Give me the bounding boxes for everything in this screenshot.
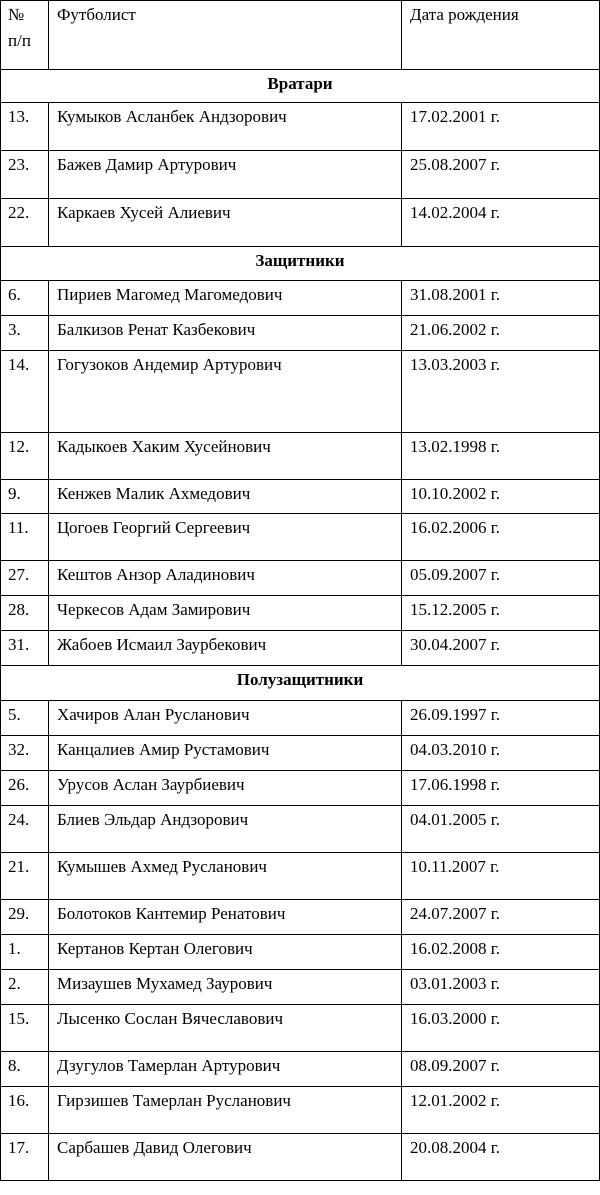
- row-name: Дзугулов Тамерлан Артурович: [49, 1052, 402, 1087]
- section-row: [1, 70, 600, 103]
- row-num: 1.: [1, 935, 49, 970]
- row-date: 13.02.1998 г.: [402, 433, 600, 480]
- row-num: 14.: [1, 351, 49, 433]
- row-num: 16.: [1, 1087, 49, 1134]
- row-date: 17.02.2001 г.: [402, 103, 600, 151]
- row-date: 05.09.2007 г.: [402, 561, 600, 596]
- row-date: 14.02.2004 г.: [402, 199, 600, 247]
- row-num: 28.: [1, 596, 49, 631]
- row-date: 16.02.2008 г.: [402, 935, 600, 970]
- table-row: [1, 281, 600, 316]
- header-num: [1, 1, 49, 70]
- row-date: 24.07.2007 г.: [402, 900, 600, 935]
- row-name: Кертанов Кертан Олегович: [49, 935, 402, 970]
- row-date: 03.01.2003 г.: [402, 970, 600, 1005]
- row-date: 25.08.2007 г.: [402, 151, 600, 199]
- header-row: [1, 1, 600, 70]
- row-date: 20.08.2004 г.: [402, 1134, 600, 1181]
- table-row: [1, 596, 600, 631]
- row-date: 26.09.1997 г.: [402, 701, 600, 736]
- row-name: Хачиров Алан Русланович: [49, 701, 402, 736]
- row-name: Кадыкоев Хаким Хусейнович: [49, 433, 402, 480]
- row-num: 26.: [1, 771, 49, 806]
- table-row: [1, 351, 600, 433]
- row-num: 32.: [1, 736, 49, 771]
- row-date: 04.03.2010 г.: [402, 736, 600, 771]
- table-row: [1, 561, 600, 596]
- row-date: 04.01.2005 г.: [402, 806, 600, 853]
- row-num: 5.: [1, 701, 49, 736]
- row-num: 21.: [1, 853, 49, 900]
- table-row: [1, 316, 600, 351]
- row-num: 11.: [1, 514, 49, 561]
- row-num: 27.: [1, 561, 49, 596]
- row-num: 15.: [1, 1005, 49, 1052]
- row-date: 12.01.2002 г.: [402, 1087, 600, 1134]
- table-row: [1, 701, 600, 736]
- row-date: 13.03.2003 г.: [402, 351, 600, 433]
- row-name: Цогоев Георгий Сергеевич: [49, 514, 402, 561]
- table-row: [1, 433, 600, 480]
- row-name: Пириев Магомед Магомедович: [49, 281, 402, 316]
- row-num: 2.: [1, 970, 49, 1005]
- row-name: Кештов Анзор Аладинович: [49, 561, 402, 596]
- section-title-midfielders: Полузащитники: [1, 666, 600, 701]
- header-num-bottom: п/п: [8, 31, 31, 50]
- header-birthdate: Дата рождения: [402, 1, 600, 70]
- table-row: [1, 970, 600, 1005]
- row-num: 3.: [1, 316, 49, 351]
- table-row: [1, 1134, 600, 1181]
- row-date: 21.06.2002 г.: [402, 316, 600, 351]
- row-name: Кумышев Ахмед Русланович: [49, 853, 402, 900]
- row-num: 31.: [1, 631, 49, 666]
- row-name: Гогузоков Андемир Артурович: [49, 351, 402, 433]
- row-name: Блиев Эльдар Андзорович: [49, 806, 402, 853]
- table-row: [1, 1005, 600, 1052]
- header-num-top: №: [8, 5, 25, 24]
- section-title-goalkeepers: Вратари: [1, 70, 600, 103]
- row-date: 10.10.2002 г.: [402, 480, 600, 514]
- table-row: [1, 935, 600, 970]
- row-name: Урусов Аслан Заурбиевич: [49, 771, 402, 806]
- row-name: Канцалиев Амир Рустамович: [49, 736, 402, 771]
- row-date: 15.12.2005 г.: [402, 596, 600, 631]
- row-num: 8.: [1, 1052, 49, 1087]
- row-num: 6.: [1, 281, 49, 316]
- row-name: Балкизов Ренат Казбекович: [49, 316, 402, 351]
- row-num: 9.: [1, 480, 49, 514]
- table-row: [1, 900, 600, 935]
- row-name: Каркаев Хусей Алиевич: [49, 199, 402, 247]
- table-row: [1, 853, 600, 900]
- table-row: [1, 514, 600, 561]
- table-row: [1, 103, 600, 151]
- row-date: 30.04.2007 г.: [402, 631, 600, 666]
- row-date: 08.09.2007 г.: [402, 1052, 600, 1087]
- table-row: [1, 736, 600, 771]
- header-player: Футболист: [49, 1, 402, 70]
- table-row: [1, 631, 600, 666]
- row-name: Кенжев Малик Ахмедович: [49, 480, 402, 514]
- row-date: 10.11.2007 г.: [402, 853, 600, 900]
- row-date: 16.02.2006 г.: [402, 514, 600, 561]
- row-name: Лысенко Сослан Вячеславович: [49, 1005, 402, 1052]
- row-date: 16.03.2000 г.: [402, 1005, 600, 1052]
- row-name: Жабоев Исмаил Заурбекович: [49, 631, 402, 666]
- section-row: [1, 247, 600, 281]
- section-row: [1, 666, 600, 701]
- row-num: 29.: [1, 900, 49, 935]
- row-name: Кумыков Асланбек Андзорович: [49, 103, 402, 151]
- table-row: [1, 151, 600, 199]
- row-name: Болотоков Кантемир Ренатович: [49, 900, 402, 935]
- row-name: Гирзишев Тамерлан Русланович: [49, 1087, 402, 1134]
- section-title-defenders: Защитники: [1, 247, 600, 281]
- table-row: [1, 1052, 600, 1087]
- table-row: [1, 771, 600, 806]
- row-num: 17.: [1, 1134, 49, 1181]
- row-num: 22.: [1, 199, 49, 247]
- row-num: 23.: [1, 151, 49, 199]
- row-name: Черкесов Адам Замирович: [49, 596, 402, 631]
- table-row: [1, 480, 600, 514]
- table-row: [1, 806, 600, 853]
- row-date: 31.08.2001 г.: [402, 281, 600, 316]
- table-row: [1, 199, 600, 247]
- row-num: 24.: [1, 806, 49, 853]
- row-name: Сарбашев Давид Олегович: [49, 1134, 402, 1181]
- row-num: 12.: [1, 433, 49, 480]
- row-name: Мизаушев Мухамед Заурович: [49, 970, 402, 1005]
- table-row: [1, 1087, 600, 1134]
- row-num: 13.: [1, 103, 49, 151]
- row-date: 17.06.1998 г.: [402, 771, 600, 806]
- row-name: Бажев Дамир Артурович: [49, 151, 402, 199]
